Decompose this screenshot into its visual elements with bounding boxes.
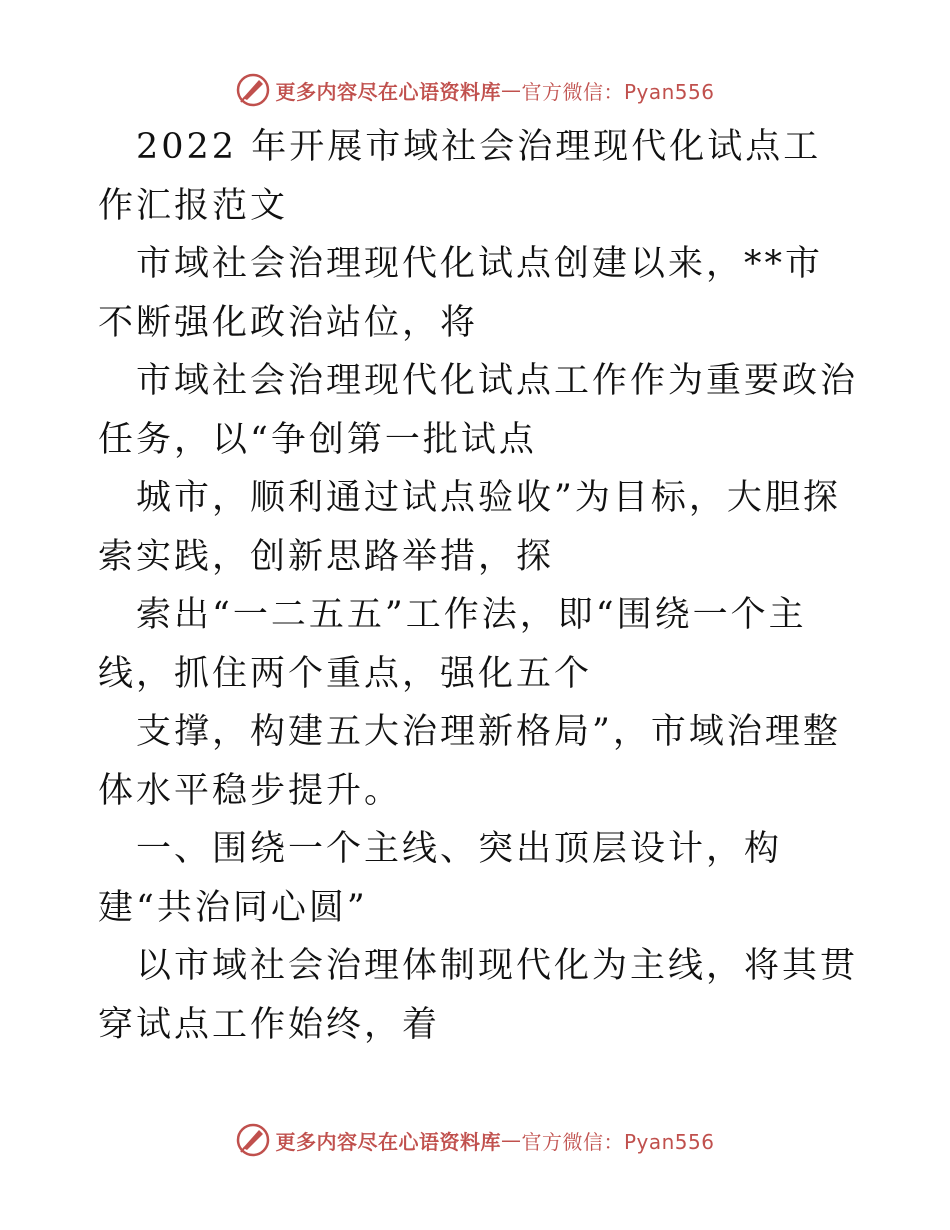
quill-pen-seal-icon xyxy=(235,72,271,108)
watermark-wechat-text: 官方微信：Pyan556 xyxy=(521,79,715,104)
section-heading: 一、围绕一个主线、突出顶层设计，构建“共治同心圆” xyxy=(98,829,783,928)
watermark-dash: — xyxy=(500,78,522,102)
paragraph: 城市，顺利通过试点验收”为目标，大胆探索实践，创新思路举措，探 xyxy=(98,478,841,577)
watermark-dash: — xyxy=(500,1128,522,1152)
paragraph: 市域社会治理现代化试点工作作为重要政治任务，以“争创第一批试点 xyxy=(98,361,859,460)
document-title: 2022 年开展市域社会治理现代化试点工作汇报范文 xyxy=(98,127,822,226)
watermark-library-text: 更多内容尽在心语资料库 xyxy=(275,1129,501,1154)
paragraph: 索出“一二五五”工作法，即“围绕一个主线，抓住两个重点，强化五个 xyxy=(98,595,807,694)
document-body xyxy=(98,118,858,1054)
paragraph: 市域社会治理现代化试点创建以来，**市不断强化政治站位，将 xyxy=(98,244,824,343)
quill-pen-seal-icon xyxy=(235,1122,271,1158)
watermark-wechat-text: 官方微信：Pyan556 xyxy=(521,1129,715,1154)
paragraph: 以市域社会治理体制现代化为主线，将其贯穿试点工作始终，着 xyxy=(98,946,859,1045)
header-watermark xyxy=(0,70,950,110)
watermark-library-text: 更多内容尽在心语资料库 xyxy=(275,79,501,104)
footer-watermark xyxy=(0,1120,950,1160)
paragraph: 支撑，构建五大治理新格局”，市域治理整体水平稳步提升。 xyxy=(98,712,841,811)
